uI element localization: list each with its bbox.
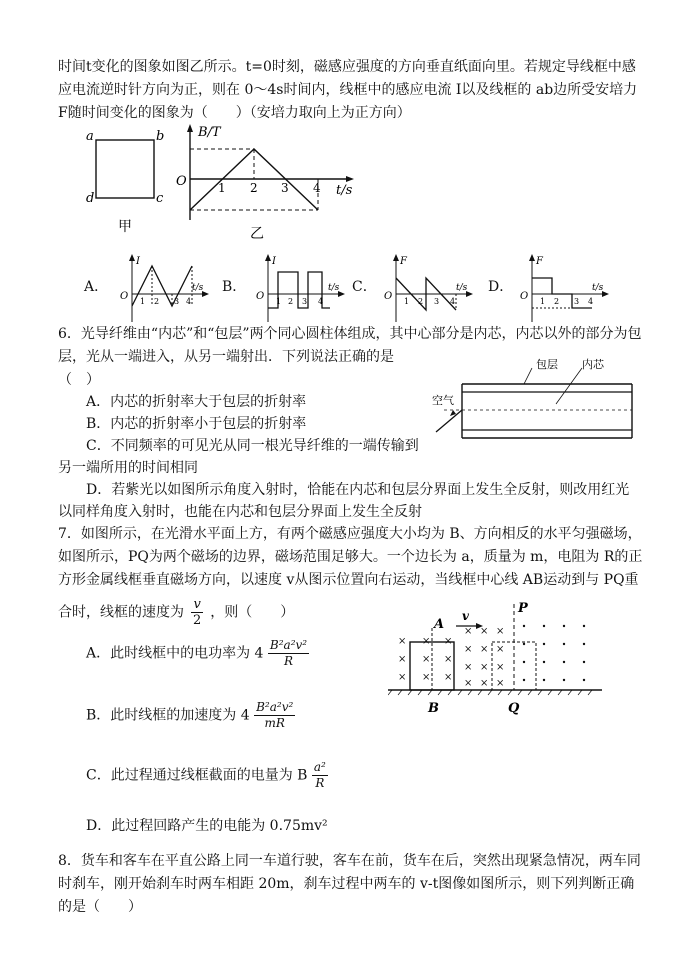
- svg-text:×: ×: [422, 636, 431, 647]
- field-figure: [388, 598, 602, 718]
- svg-text:×: ×: [464, 662, 473, 673]
- svg-text:×: ×: [496, 644, 505, 655]
- svg-text:×: ×: [444, 672, 453, 683]
- opt-a-xlabel: t/s: [192, 283, 204, 293]
- q7-option-d: D．此过程回路产生的电能为 0.75mv²: [86, 818, 328, 834]
- q5-option-a-letter: A．: [84, 279, 109, 295]
- opt-b-tick-4: 4: [318, 297, 324, 306]
- yi-ylabel: B/T: [198, 125, 221, 140]
- yi-tick-3: 3: [281, 181, 289, 195]
- opt-c-xlabel: t/s: [456, 283, 468, 293]
- opt-b-tick-1: 1: [276, 297, 282, 306]
- caption-jia: 甲: [118, 219, 132, 233]
- q6-option-d-2: 以同样角度入射时，也能在内芯和包层分界面上发生全反射: [58, 504, 422, 520]
- label-air: 空气: [432, 394, 454, 407]
- q7-line-4-post: ，则（ ）: [210, 604, 295, 621]
- svg-text:×: ×: [464, 678, 473, 689]
- opt-d-origin: O: [520, 291, 529, 302]
- label-d: d: [86, 191, 95, 206]
- q8-line-1: 8．货车和客车在平直公路上同一车道行驶，客车在前，货车在后，突然出现紧急情况，两车同: [58, 853, 641, 869]
- label-core: 内芯: [582, 358, 604, 371]
- svg-text:×: ×: [444, 636, 453, 647]
- svg-text:×: ×: [496, 662, 505, 673]
- yi-tick-1: 1: [218, 181, 226, 195]
- q7-a-num: B²a²v²: [269, 638, 308, 652]
- q5-option-c-letter: C．: [352, 279, 377, 295]
- caption-yi: 乙: [250, 226, 264, 240]
- figure-yi: [168, 122, 368, 240]
- field-into-page-crosses: [398, 626, 504, 689]
- svg-text:×: ×: [422, 672, 431, 683]
- q7-c-num: a²: [313, 760, 326, 774]
- q7-line-2: 如图所示，PQ为两个磁场的边界，磁场范围足够大。一个边长为 a，质量为 m，电阻为 R的正: [58, 549, 643, 565]
- opt-c-tick-2: 2: [418, 297, 424, 306]
- label-B: B: [428, 701, 439, 716]
- opt-b-xlabel: t/s: [328, 283, 340, 293]
- q7-b-num: B²a²v²: [256, 700, 294, 714]
- incident-ray: [436, 410, 462, 432]
- label-P: P: [518, 601, 528, 616]
- opt-d-tick-4: 4: [588, 297, 594, 306]
- opt-b-tick-3: 3: [302, 297, 308, 306]
- svg-text:×: ×: [480, 678, 489, 689]
- fiber-figure: [432, 352, 640, 450]
- svg-text:×: ×: [480, 626, 489, 637]
- opt-a-tick-2: 2: [154, 297, 160, 306]
- q6-line-3: （ ）: [58, 372, 100, 388]
- q5-option-b-graph: [248, 252, 348, 324]
- q7-v-num: v: [193, 597, 201, 612]
- q7-option-a-text: A．此时线框中的电功率为 4: [86, 645, 264, 662]
- q5-option-d-graph: [512, 252, 612, 324]
- opt-c-tick-3: 3: [434, 297, 440, 306]
- yi-origin: O: [176, 174, 187, 189]
- opt-b-ylabel: I: [272, 256, 276, 267]
- q5-line-2: 应电流逆时针方向为正，则在 0～4s时间内，线框中的感应电流 I以及线框的 ab边所受安培力: [58, 82, 638, 98]
- opt-a-tick-3: 3: [174, 297, 180, 306]
- opt-c-ylabel: F: [400, 256, 407, 267]
- label-a: a: [86, 129, 94, 144]
- field-out-of-page-dots: [523, 625, 585, 681]
- q6-option-c-2: 另一端所用的时间相同: [58, 460, 198, 476]
- opt-d-xlabel: t/s: [592, 283, 604, 293]
- opt-a-tick-4: 4: [186, 297, 192, 306]
- q7-option-c: [86, 760, 328, 791]
- svg-text:×: ×: [464, 626, 473, 637]
- q7-line-4-pre: 合时，线框的速度为: [58, 604, 184, 621]
- svg-text:×: ×: [496, 678, 505, 689]
- yi-tick-2: 2: [250, 181, 258, 195]
- label-A: A: [434, 617, 445, 632]
- q6-option-c-1: C．不同频率的可见光从同一根光导纤维的一端传输到: [86, 438, 419, 454]
- opt-d-tick-2: 2: [554, 297, 560, 306]
- opt-d-tick-3: 3: [574, 297, 580, 306]
- q5-option-d-letter: D．: [488, 279, 514, 295]
- q7-option-b-text: B．此时线框的加速度为 4: [86, 707, 250, 724]
- q7-v-den: 2: [192, 613, 202, 628]
- figure-jia: [80, 128, 170, 233]
- q7-option-c-text: C．此过程通过线框截面的电量为 B: [86, 767, 308, 784]
- opt-d-tick-1: 1: [540, 297, 546, 306]
- q5-option-b-letter: B．: [222, 279, 247, 295]
- svg-text:×: ×: [444, 654, 453, 665]
- q8-line-2: 时刹车，刚开始刹车时两车相距 20m，刹车过程中两车的 v-t图像如图所示，则下列判断正确: [58, 876, 635, 892]
- svg-text:×: ×: [480, 662, 489, 673]
- opt-b-origin: O: [256, 291, 265, 302]
- q6-line-1: 6．光导纤维由“内芯”和“包层”两个同心圆柱体组成，其中心部分是内芯，内芯以外的部分为包: [58, 326, 642, 342]
- opt-d-ylabel: F: [536, 256, 543, 267]
- q6-option-a: A．内芯的折射率大于包层的折射率: [86, 394, 307, 410]
- q7-option-a: [86, 638, 309, 669]
- label-v: v: [462, 609, 469, 623]
- q5-line-1: 时间t变化的图象如图乙所示。t=0时刻，磁感应强度的方向垂直纸面向里。若规定导线框中感: [58, 59, 636, 75]
- q5-line-3: F随时间变化的图象为（ ）（安培力取向上为正方向）: [58, 105, 411, 121]
- q7-a-den: R: [283, 654, 294, 668]
- svg-text:×: ×: [398, 636, 407, 647]
- yi-tick-4: 4: [313, 181, 321, 195]
- opt-c-tick-1: 1: [404, 297, 410, 306]
- opt-c-origin: O: [384, 291, 393, 302]
- opt-a-ylabel: I: [136, 256, 140, 267]
- opt-b-tick-2: 2: [288, 297, 294, 306]
- svg-text:×: ×: [464, 644, 473, 655]
- svg-text:×: ×: [496, 626, 505, 637]
- label-c: c: [156, 191, 164, 206]
- label-b: b: [156, 129, 165, 144]
- q7-line-1: 7．如图所示，在光滑水平面上方，有两个磁感应强度大小均为 B、方向相反的水平匀强磁场，: [58, 526, 642, 542]
- opt-a-tick-1: 1: [140, 297, 146, 306]
- yi-xlabel: t/s: [336, 183, 353, 198]
- svg-text:×: ×: [422, 654, 431, 665]
- svg-text:×: ×: [480, 644, 489, 655]
- opt-a-origin: O: [120, 291, 129, 302]
- q7-line-3: 方形金属线框垂直磁场方向，以速度 v从图示位置向右运动，当线框中心线 AB运动到与 PQ重: [58, 572, 639, 588]
- svg-text:×: ×: [398, 654, 407, 665]
- q6-option-d-1: D．若紫光以如图所示角度入射时，恰能在内芯和包层分界面上发生全反射，则改用红光: [86, 482, 630, 498]
- opt-c-tick-4: 4: [450, 297, 456, 306]
- q7-b-den: mR: [264, 716, 285, 730]
- q6-line-2: 层，光从一端进入，从另一端射出．下列说法正确的是: [58, 349, 394, 365]
- q5-option-c-graph: [376, 252, 476, 324]
- q7-line-4: [58, 597, 294, 628]
- svg-text:×: ×: [398, 672, 407, 683]
- label-Q: Q: [508, 701, 520, 716]
- q7-option-b: [86, 700, 295, 731]
- q6-option-b: B．内芯的折射率小于包层的折射率: [86, 416, 307, 432]
- label-cladding: 包层: [536, 358, 558, 371]
- q7-c-den: R: [315, 776, 325, 790]
- q8-line-3: 的是（ ）: [58, 899, 142, 915]
- q5-option-a-graph: [112, 252, 212, 324]
